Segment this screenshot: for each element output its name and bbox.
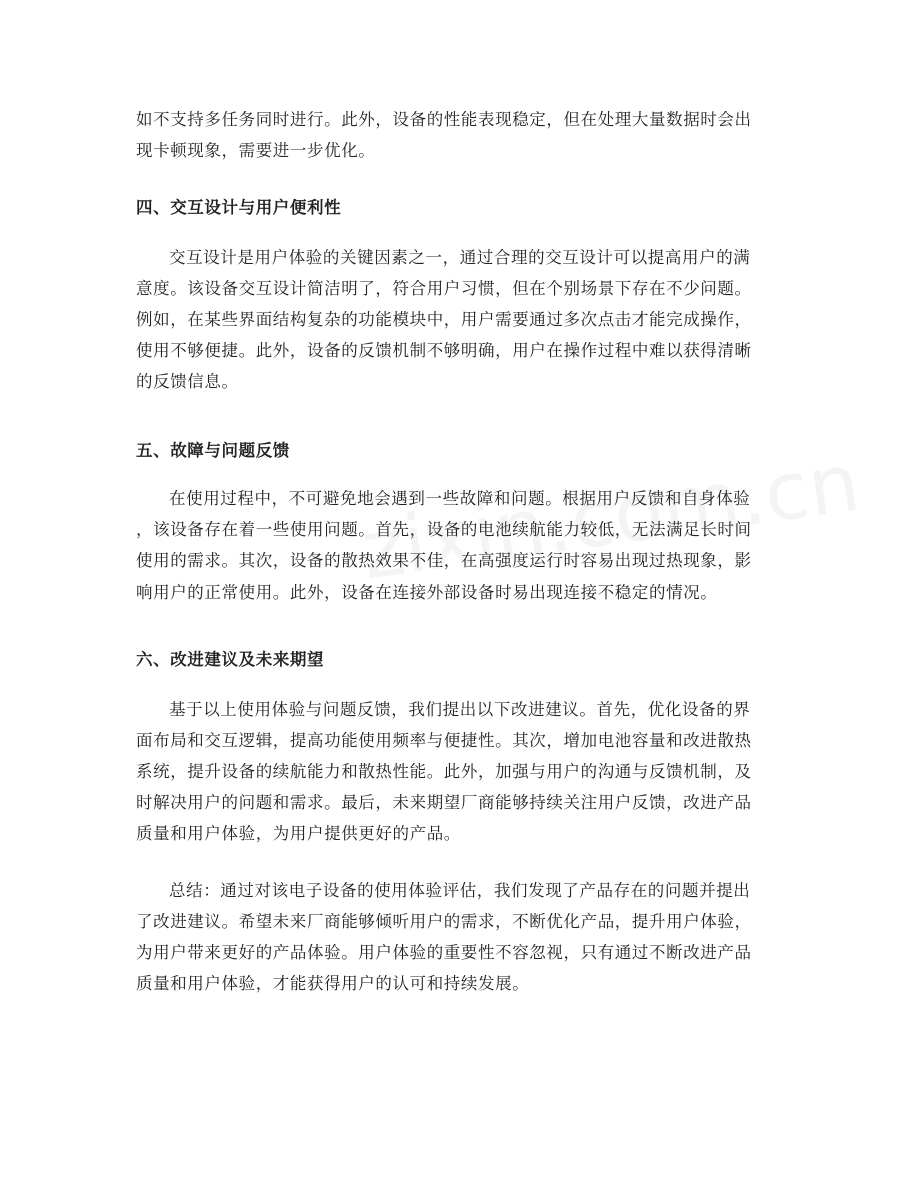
text-line: 质量和用户体验，为用户提供更好的产品。 (136, 824, 461, 843)
text-line: 为用户带来更好的产品体验。用户体验的重要性不容忽视，只有通过不断改进产品 (136, 943, 752, 962)
text-line: 质量和用户体验，才能获得用户的认可和持续发展。 (136, 974, 530, 993)
text-line: 意度。该设备交互设计简洁明了，符合用户习惯，但在个别场景下存在不少问题。 (136, 279, 752, 298)
section-heading: 六、改进建议及未来期望 (136, 650, 325, 669)
text-line: 使用的需求。其次，设备的散热效果不佳，在高强度运行时容易出现过热现象，影 (136, 551, 752, 570)
text-line: 响用户的正常使用。此外，设备在连接外部设备时易出现连接不稳定的情况。 (136, 583, 718, 602)
text-line: 基于以上使用体验与问题反馈，我们提出以下改进建议。首先，优化设备的界 (169, 700, 751, 719)
text-line: ，该设备存在着一些使用问题。首先，设备的电池续航能力较低，无法满足长时间 (136, 520, 752, 539)
section-heading: 四、交互设计与用户便利性 (136, 198, 342, 217)
text-line: 交互设计是用户体验的关键因素之一，通过合理的交互设计可以提高用户的满 (169, 248, 751, 267)
text-line: 使用不够便捷。此外，设备的反馈机制不够明确，用户在操作过程中难以获得清晰 (136, 341, 752, 360)
watermark (356, 436, 865, 598)
text-line: 面布局和交互逻辑，提高功能使用频率与便捷性。其次，增加电池容量和改进散热 (136, 731, 752, 750)
text-line: 总结：通过对该电子设备的使用体验评估，我们发现了产品存在的问题并提出 (169, 881, 751, 900)
text-line: 例如，在某些界面结构复杂的功能模块中，用户需要通过多次点击才能完成操作， (136, 310, 752, 329)
text-line: 的反馈信息。 (136, 372, 239, 391)
text-line: 现卡顿现象，需要进一步优化。 (136, 141, 376, 160)
text-line: 在使用过程中，不可避免地会遇到一些故障和问题。根据用户反馈和自身体验 (169, 489, 751, 508)
section-heading: 五、故障与问题反馈 (136, 441, 290, 460)
text-line: 系统，提升设备的续航能力和散热性能。此外，加强与用户的沟通与反馈机制，及 (136, 762, 752, 781)
text-line: 如不支持多任务同时进行。此外，设备的性能表现稳定，但在处理大量数据时会出 (136, 110, 752, 129)
text-line: 了改进建议。希望未来厂商能够倾听用户的需求，不断优化产品，提升用户体验， (136, 912, 752, 931)
text-line: 时解决用户的问题和需求。最后，未来期望厂商能够持续关注用户反馈，改进产品 (136, 793, 752, 812)
